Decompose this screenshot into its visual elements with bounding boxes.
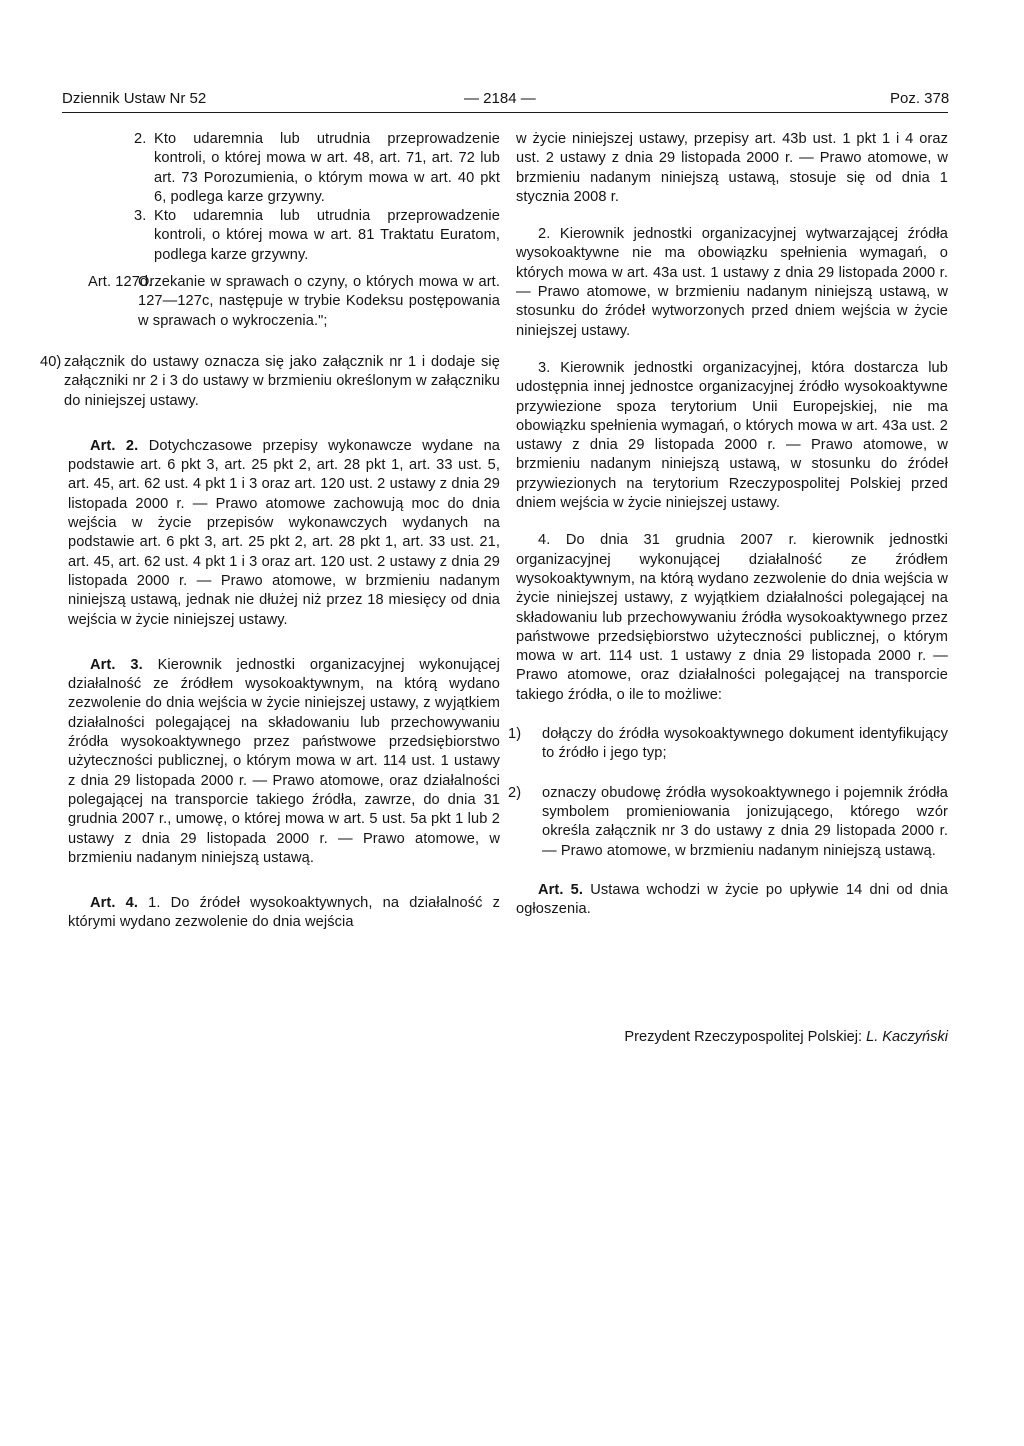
item-2-text: Kto udaremnia lub utrudnia przeprowadzenie kontroli, o której mowa w art. 48, art. 71, art. 72 lub art. 73 Porozumienia, o którym mowa w art. 40 pkt 6, podlega karze grzywny. bbox=[154, 131, 500, 205]
article-4-text: 1. Do źródeł wysokoaktywnych, na działalność z którymi wydano zezwolenie do dnia wejścia bbox=[68, 895, 501, 931]
article-127d bbox=[88, 273, 500, 331]
list-item-number: 2) bbox=[508, 784, 522, 801]
item-40 bbox=[40, 353, 500, 411]
article-3-text: Kierownik jednostki organizacyjnej wykonującej działalność ze źródłem wysokoaktywnym, na którą wydano zezwolenie do dnia wejścia w życie niniejszej ustawy, z wyjątkiem działalności polegającej na składowaniu lub przechowywaniu źródła wysokoaktywnego przez państwowe przedsiębiorstwo użyteczności publicznej, o którym mowa w art. 114 ust. 1 ustawy z dnia 29 listopada 2000 r. — Prawo atomowe, oraz działalności polegającej na transporcie takiego źródła, zawrze, do dnia 31 grudnia 2007 r., umowę, o której mowa w art. 5 ust. 5a pkt 1 lub 2 ustawy z dnia 29 listopada 2000 r. — Prawo atomowe, w brzmieniu nadanym niniejszą ustawą. bbox=[68, 656, 500, 866]
header-rule bbox=[62, 112, 948, 113]
article-4-paragraph-4: 4. Do dnia 31 grudnia 2007 r. kierownik jednostki organizacyjnej wykonującej działalność ze źródłem wysokoaktywnym, na którą wydano zezwolenie do dnia wejścia w życie niniejszej ustawy, z wyjątkiem działalności polegającej na składowaniu lub przechowywaniu źródła wysokoaktywnego przez państwowe przedsiębiorstwo użyteczności publicznej, o którym mowa w art. 114 ust. 1 ustawy z dnia 29 listopada 2000 r. — Prawo atomowe, oraz działalności polegającej na transporcie takiego źródła, o ile to możliwe: bbox=[516, 532, 948, 703]
article-2-label: Art. 2. bbox=[90, 437, 139, 454]
article-4-label: Art. 4. bbox=[90, 895, 139, 912]
item-2 bbox=[134, 130, 500, 207]
list-item bbox=[508, 725, 948, 764]
article-127d-label: Art. 127d. bbox=[88, 274, 153, 291]
item-40-text: załącznik do ustawy oznacza się jako załącznik nr 1 i dodaje się załączniki nr 2 i 3 do ustawy w brzmieniu określonym w załączniku do niniejszej ustawy. bbox=[64, 353, 500, 409]
left-column bbox=[40, 130, 501, 933]
article-4-continuation: w życie niniejszej ustawy, przepisy art. 43b ust. 1 pkt 1 i 4 oraz ust. 2 ustawy z dnia 29 listopada 2000 r. — Prawo atomowe, w brzmieniu nadanym niniejszą ustawą, stosuje się od dnia 1 stycznia 2008 r. bbox=[516, 131, 948, 205]
article-4-paragraph-2: 2. Kierownik jednostki organizacyjnej wytwarzającej źródła wysokoaktywne nie ma obowiązku spełnienia wymagań, o których mowa w art. 43a ust. 1 ustawy z dnia 29 listopada 2000 r. — Prawo atomowe, w brzmieniu nadanym niniejszą ustawą, w stosunku do źródeł wytworzonych przed dniem wejścia w życie niniejszej ustawy. bbox=[516, 226, 948, 339]
item-2-number: 2. bbox=[134, 131, 147, 147]
list-item-text: oznaczy obudowę źródła wysokoaktywnego i pojemnik źródła symbolem promieniowania jonizującego, którego wzór określa załącznik nr 3 do ustawy z dnia 29 listopada 2000 r. — Prawo atomowe, w brzmieniu nadanym niniejszą ustawą. bbox=[542, 784, 948, 859]
signature-name: L. Kaczyński bbox=[866, 1029, 948, 1045]
article-3 bbox=[68, 656, 500, 868]
article-5 bbox=[516, 881, 948, 920]
list-item bbox=[508, 784, 948, 861]
item-3-number: 3. bbox=[134, 208, 147, 225]
article-4-paragraph-3: 3. Kierownik jednostki organizacyjnej, która dostarcza lub udostępnia innej jednostce organizacyjnej źródło wysokoaktywne przywiezione spoza terytorium Unii Europejskiej, nie ma obowiązku spełnienia wymagań, o których mowa w art. 43a ust. 2 ustawy z dnia 29 listopada 2000 r. — Prawo atomowe, w brzmieniu nadanym niniejszą ustawą, w stosunku do źródeł przywiezionych na terytorium Rzeczypospolitej Polskiej przed dniem wejścia w życie niniejszej ustawy. bbox=[516, 359, 948, 512]
article-2 bbox=[68, 437, 500, 630]
article-2-text: Dotychczasowe przepisy wykonawcze wydane na podstawie art. 6 pkt 3, art. 25 pkt 2, art. 28 pkt 1, art. 33 ust. 5, art. 45, art. 62 ust. 4 pkt 1 i 3 oraz art. 120 ust. 2 ustawy z dnia 29 listopada 2000 r. — Prawo atomowe zachowują moc do dnia wejścia w życie przepisów wykonawczych wydanych na podstawie art. 6 pkt 3, art. 25 pkt 2, art. 28 pkt 1, art. 33 ust. 21, art. 45, art. 62 ust. 4 pkt 1 i 3 oraz art. 120 ust. 2 ustawy z dnia 29 listopada 2000 r. — Prawo atomowe, w brzmieniu nadanym niniejszą ustawą, jednak nie dłużej niż przez 18 miesięcy od dnia wejścia w życie niniejszej ustawy. bbox=[68, 437, 501, 628]
article-4 bbox=[68, 894, 500, 933]
list-item-text: dołączy do źródła wysokoaktywnego dokument identyfikujący to źródło i jego typ; bbox=[542, 726, 948, 762]
signature-line bbox=[516, 1028, 948, 1047]
article-5-label: Art. 5. bbox=[538, 881, 584, 898]
article-5-text: Ustawa wchodzi w życie po upływie 14 dni od dnia ogłoszenia. bbox=[516, 881, 949, 918]
right-column bbox=[508, 130, 949, 919]
signature-title: Prezydent Rzeczypospolitej Polskiej: bbox=[624, 1029, 867, 1045]
item-40-number: 40) bbox=[40, 353, 62, 370]
journal-title: Dziennik Ustaw Nr 52 bbox=[62, 90, 207, 107]
list-item-number: 1) bbox=[508, 726, 522, 743]
article-127d-text: Orzekanie w sprawach o czyny, o których mowa w art. 127—127c, następuje w trybie Kodeksu postępowania w sprawach o wykroczenia."; bbox=[138, 274, 500, 329]
page-number: — 2184 — bbox=[464, 90, 536, 107]
item-3 bbox=[134, 207, 500, 265]
penal-provisions bbox=[68, 130, 500, 265]
position-number: Poz. 378 bbox=[890, 90, 950, 107]
item-3-text: Kto udaremnia lub utrudnia przeprowadzenie kontroli, o której mowa w art. 81 Traktatu Euratom, podlega karze grzywny. bbox=[154, 208, 500, 263]
article-3-label: Art. 3. bbox=[90, 656, 143, 673]
